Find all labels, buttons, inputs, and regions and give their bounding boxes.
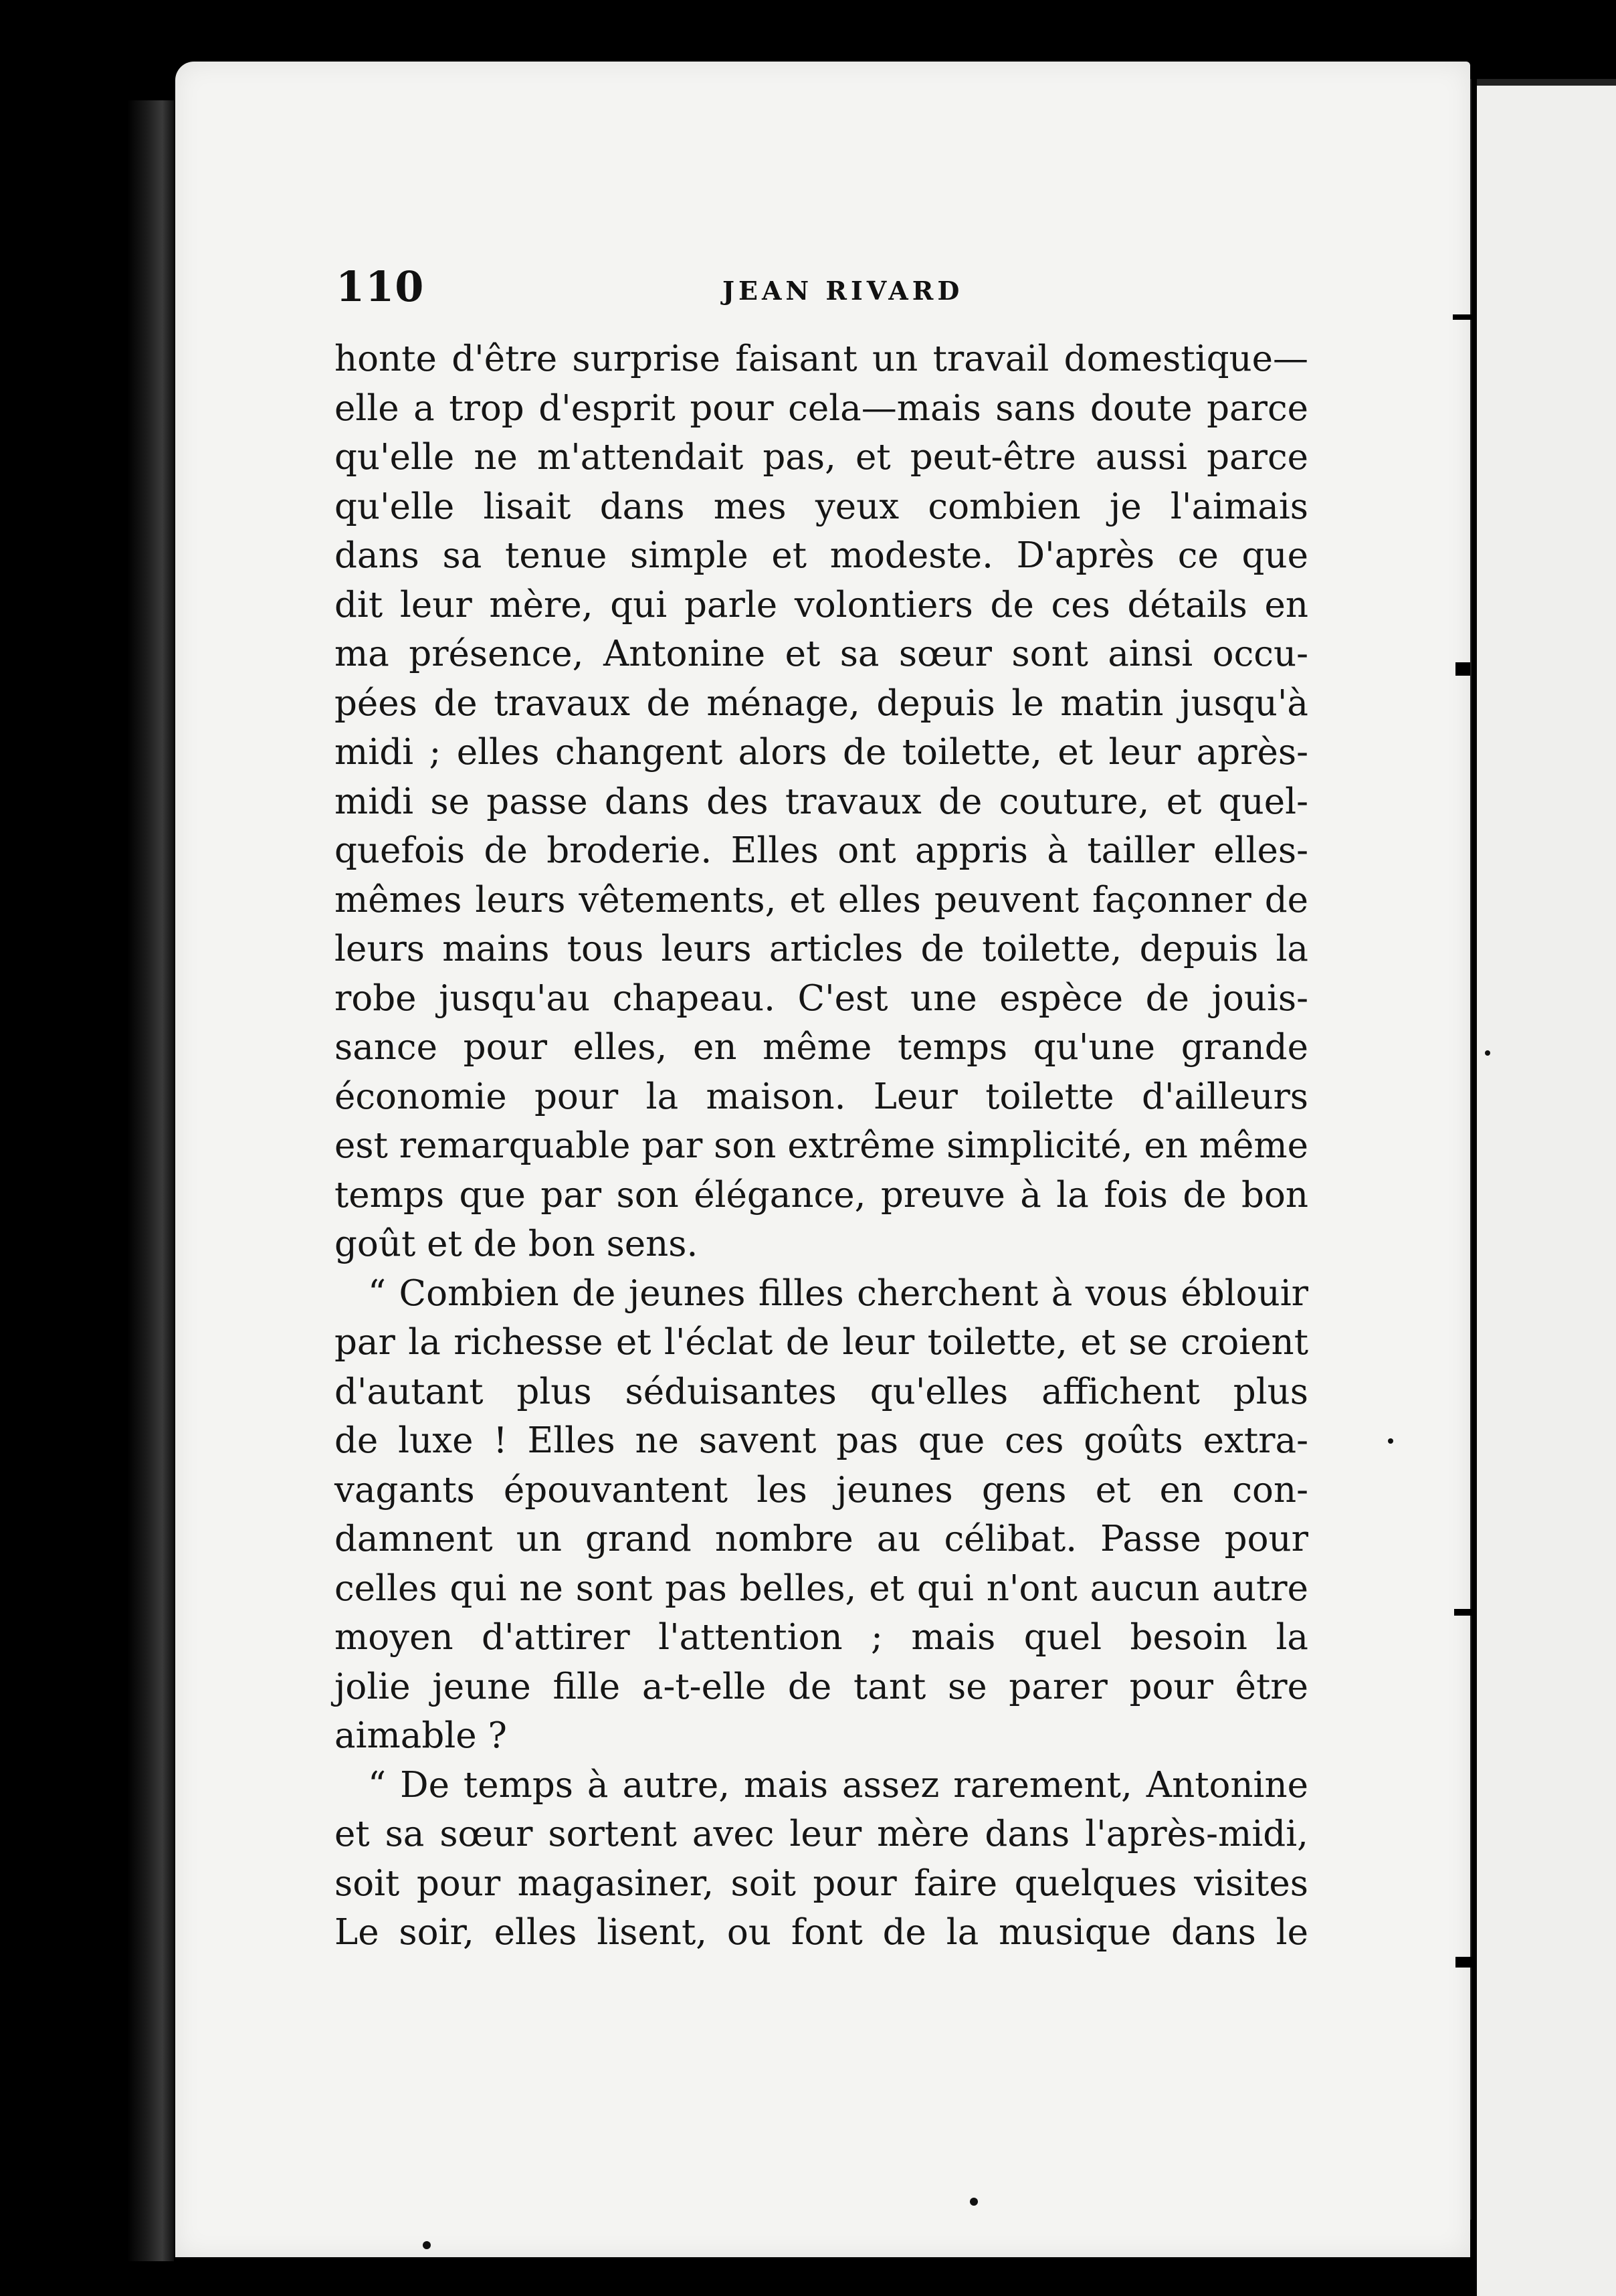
text-line: pées de travaux de ménage, depuis le matin jusqu'à — [334, 682, 1308, 724]
body-text — [334, 334, 1308, 1957]
text-line: aimable ? — [334, 1715, 507, 1756]
text-line: vagants épouvantent les jeunes gens et en con- — [334, 1469, 1308, 1511]
text-line: économie pour la maison. Leur toilette d'ailleurs — [334, 1076, 1308, 1117]
book-binding — [127, 100, 174, 2261]
text-line: sance pour elles, en même temps qu'une grande — [334, 1027, 1308, 1068]
text-line: honte d'être surprise faisant un travail domestique— — [334, 339, 1308, 379]
text-line: qu'elle lisait dans mes yeux combien je l'aimais — [334, 486, 1308, 527]
text-line: “ De temps à autre, mais assez rarement, Antonine — [368, 1764, 1308, 1806]
text-line: damnent un grand nombre au célibat. Passe pour — [334, 1519, 1308, 1559]
facing-page-top-rule — [1477, 79, 1616, 86]
text-line: ma présence, Antonine et sa sœur sont ainsi occu- — [334, 634, 1308, 674]
text-line: d'autant plus séduisantes qu'elles affichent plus — [334, 1371, 1308, 1412]
ink-speck — [423, 2241, 431, 2249]
facing-page-edge — [1477, 79, 1616, 2296]
running-title: JEAN RIVARD — [722, 276, 964, 306]
text-line: moyen d'attirer l'attention ; mais quel besoin la — [334, 1617, 1308, 1658]
text-line: mêmes leurs vêtements, et elles peuvent façonner de — [334, 879, 1308, 921]
text-line: goût et de bon sens. — [334, 1224, 698, 1264]
text-line: jolie jeune fille a-t-elle de tant se parer pour être — [334, 1666, 1308, 1707]
text-line: est remarquable par son extrême simplicité, en même — [334, 1125, 1308, 1166]
ink-speck — [970, 2198, 978, 2206]
text-line: elle a trop d'esprit pour cela—mais sans doute parce — [334, 387, 1308, 429]
text-line: quefois de broderie. Elles ont appris à tailler elles- — [334, 830, 1308, 871]
text-line: de luxe ! Elles ne savent pas que ces goûts extra- — [334, 1420, 1308, 1461]
text-line: “ Combien de jeunes filles cherchent à vous éblouir — [368, 1272, 1308, 1314]
text-line: dit leur mère, qui parle volontiers de ces détails en — [334, 584, 1308, 626]
text-line: leurs mains tous leurs articles de toilette, depuis la — [334, 929, 1308, 969]
text-line: midi se passe dans des travaux de couture, et quel- — [334, 781, 1308, 822]
text-line: midi ; elles changent alors de toilette, et leur après- — [334, 732, 1308, 773]
text-line: et sa sœur sortent avec leur mère dans l'après-midi, — [334, 1814, 1308, 1854]
text-line: Le soir, elles lisent, ou font de la musique dans le — [334, 1912, 1308, 1953]
text-line: par la richesse et l'éclat de leur toilette, et se croient — [334, 1322, 1308, 1363]
gutter-mark — [1455, 1957, 1472, 1968]
gutter-mark — [1454, 1609, 1476, 1616]
text-line: temps que par son élégance, preuve à la fois de bon — [334, 1174, 1308, 1216]
gutter-mark — [1455, 662, 1470, 676]
ink-speck — [1388, 1438, 1393, 1444]
text-line: robe jusqu'au chapeau. C'est une espèce de jouis- — [334, 977, 1308, 1019]
ink-speck — [1485, 1050, 1490, 1056]
text-line: dans sa tenue simple et modeste. D'après ce que — [334, 535, 1308, 576]
running-head — [0, 262, 1616, 316]
text-line: qu'elle ne m'attendait pas, et peut-être aussi parce — [334, 437, 1308, 478]
text-line: soit pour magasiner, soit pour faire quelques visites — [334, 1862, 1308, 1904]
text-line: celles qui ne sont pas belles, et qui n'ont aucun autre — [334, 1567, 1308, 1609]
page-number: 110 — [336, 262, 425, 311]
